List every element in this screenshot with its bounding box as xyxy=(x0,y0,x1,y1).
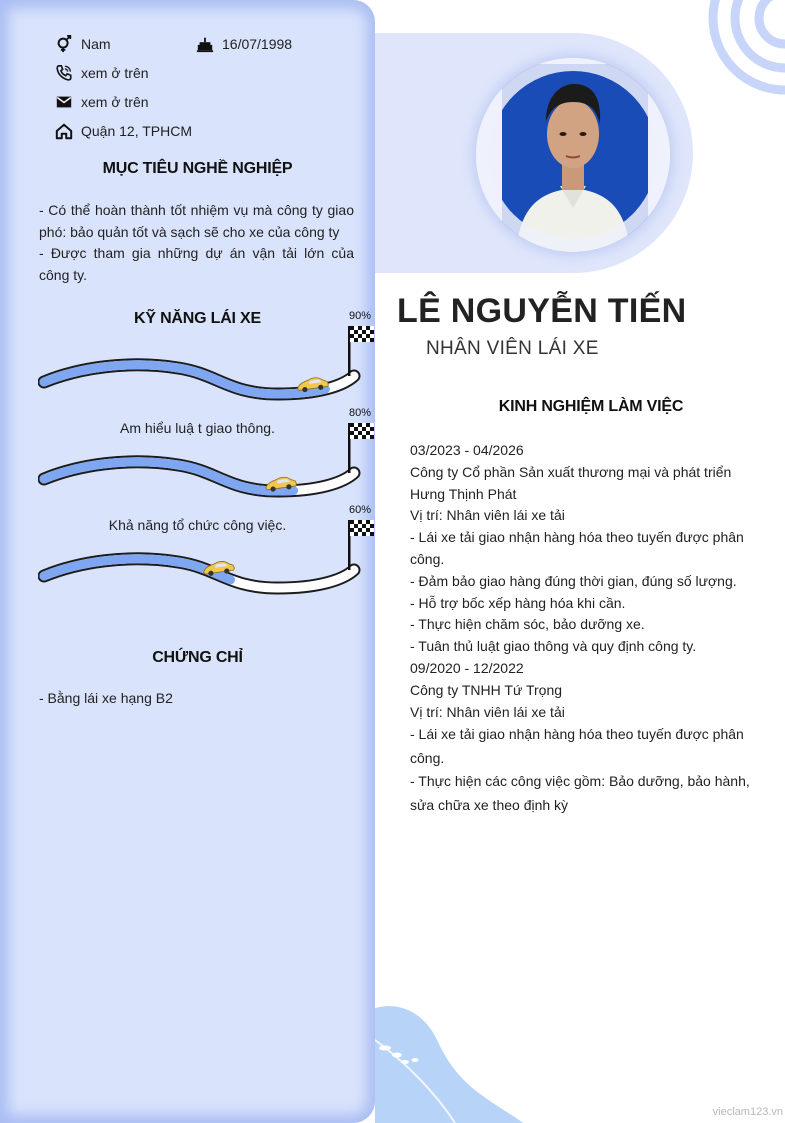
footer-watermark: vieclam123.vn xyxy=(712,1106,783,1118)
skill-label: Am hiểu luậ t giao thông. xyxy=(120,420,275,436)
candidate-position: NHÂN VIÊN LÁI XE xyxy=(426,338,599,359)
skill-percent: 60% xyxy=(349,504,372,516)
gender-icon xyxy=(54,35,74,53)
profile-photo xyxy=(476,58,670,252)
job-company: Công ty TNHH Tứ Trọng xyxy=(410,681,563,698)
job-duty: - Lái xe tải giao nhận hàng hóa theo tuyến được phân công. xyxy=(410,726,744,766)
checkered-flag-icon xyxy=(350,326,374,342)
job-period: 09/2020 - 12/2022 xyxy=(410,659,524,676)
objective-text xyxy=(39,200,354,286)
job-duty: - Lái xe tải giao nhận hàng hóa theo tuyến được phân công. xyxy=(410,529,744,567)
experience-list xyxy=(410,440,760,817)
job-company: Công ty Cổ phần Sản xuất thương mại và phát triển Hưng Thịnh Phát xyxy=(410,463,732,502)
skill-track xyxy=(38,322,378,402)
gender-value: Nam xyxy=(81,36,111,52)
address-value: Quận 12, TPHCM xyxy=(81,123,193,139)
job-position: Vị trí: Nhân viên lái xe tải xyxy=(410,703,565,720)
home-icon xyxy=(54,122,74,140)
birthday-cake-icon xyxy=(195,35,215,53)
email-icon xyxy=(54,93,74,111)
skill-track xyxy=(38,419,378,499)
decor-blob xyxy=(375,1000,535,1123)
skill-label: Khả năng tổ chức công việc. xyxy=(108,517,287,533)
decor-circles xyxy=(695,0,785,100)
objective-line-1: - Có thể hoàn thành tốt nhiệm vụ mà công ty giao phó: bảo quản tốt và sạch sẽ cho xe của công ty xyxy=(39,202,354,240)
skill-percent: 90% xyxy=(349,310,372,322)
job-position: Vị trí: Nhân viên lái xe tải xyxy=(410,507,565,524)
phone-value: xem ở trên xyxy=(81,65,149,81)
candidate-name: LÊ NGUYỄN TIẾN xyxy=(397,292,687,330)
experience-title: KINH NGHIỆM LÀM VIỆC xyxy=(498,398,684,415)
objective-title: MỤC TIÊU NGHỀ NGHIỆP xyxy=(102,160,293,177)
birthdate-value: 16/07/1998 xyxy=(222,36,293,52)
checkered-flag-icon xyxy=(350,520,374,536)
job-duty: - Hỗ trợ bốc xếp hàng hóa khi cần. xyxy=(410,594,626,611)
phone-icon xyxy=(54,64,74,82)
certificate-item: - Bằng lái xe hạng B2 xyxy=(39,690,173,706)
checkered-flag-icon xyxy=(350,423,374,439)
certificates-title: CHỨNG CHỈ xyxy=(152,649,243,666)
job-duty: - Thực hiện chăm sóc, bảo dưỡng xe. xyxy=(410,616,645,633)
job-period: 03/2023 - 04/2026 xyxy=(410,442,524,458)
address-row xyxy=(54,122,192,140)
job-duty: - Đảm bảo giao hàng đúng thời gian, đúng số lượng. xyxy=(410,572,737,589)
skill-percent: 80% xyxy=(349,407,372,419)
email-row xyxy=(54,93,149,111)
job-duty: - Thực hiện các công việc gồm: Bảo dưỡng, bảo hành, sửa chữa xe theo định kỳ xyxy=(410,773,750,813)
gender-row xyxy=(54,35,111,53)
birthdate-row xyxy=(195,35,292,53)
email-value: xem ở trên xyxy=(81,94,149,110)
job-duty: - Tuân thủ luật giao thông và quy định công ty. xyxy=(410,638,697,655)
phone-row xyxy=(54,64,149,82)
objective-line-2: - Được tham gia những dự án vận tải lớn của công ty. xyxy=(39,245,354,283)
skill-track xyxy=(38,516,378,596)
avatar-icon xyxy=(476,58,670,252)
skills-title: KỸ NĂNG LÁI XE xyxy=(134,310,261,327)
